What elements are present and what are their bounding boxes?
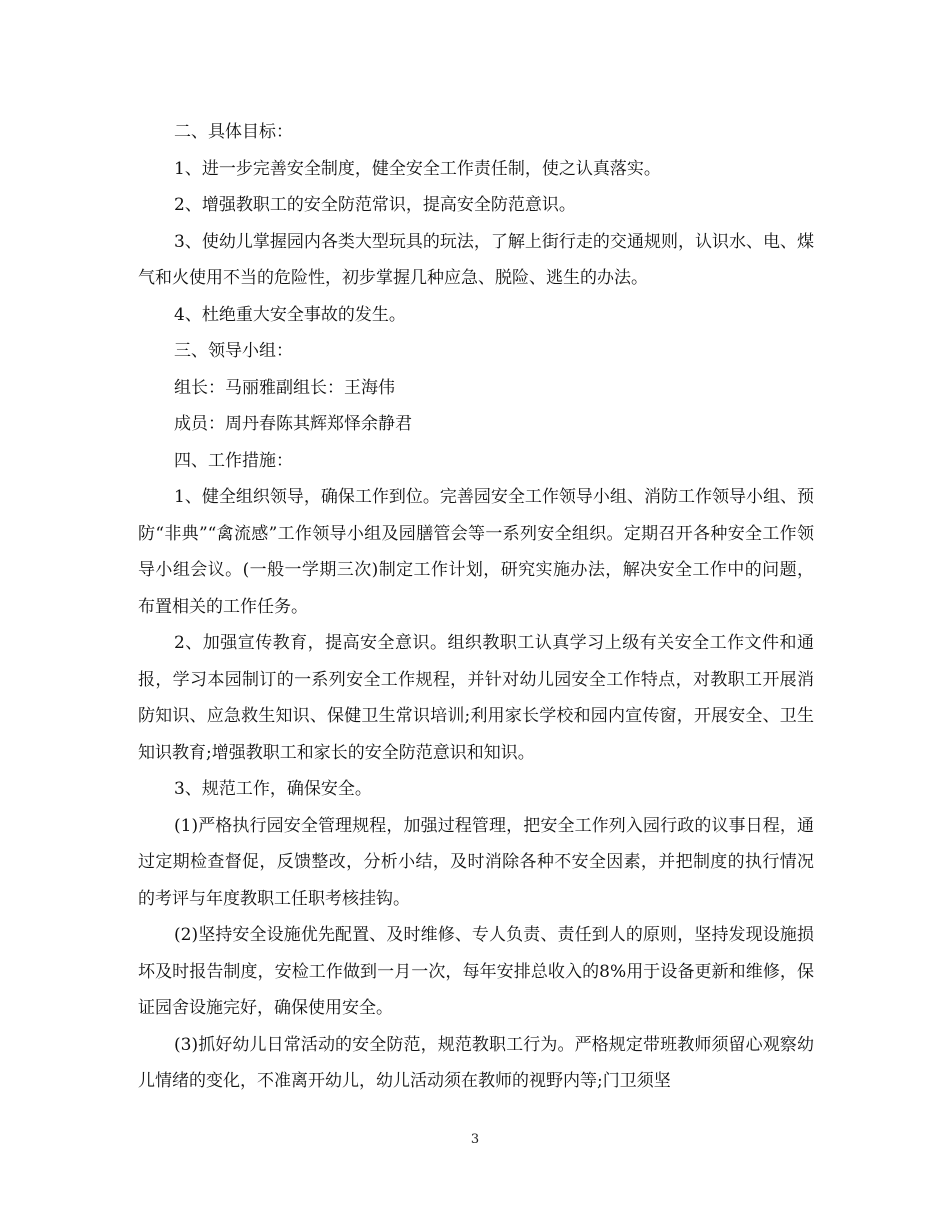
measure-item-1: 1、健全组织领导，确保工作到位。完善园安全工作领导小组、消防工作领导小组、预防“非典”“禽流感”工作领导小组及园膳管会等一系列安全组织。定期召开各种安全工作领导小组会议。(一般一学期三次)制定工作计划，研究实施办法，解决安全工作中的问题，布置相关的工作任务。 bbox=[138, 487, 814, 617]
goal-item-4: 4、杜绝重大安全事故的发生。 bbox=[174, 304, 406, 325]
document-body bbox=[138, 114, 814, 1100]
section-heading-measures: 四、工作措施： bbox=[174, 450, 293, 471]
measure-item-2: 2、加强宣传教育，提高安全意识。组织教职工认真学习上级有关安全工作文件和通报，学习本园制订的一系列安全工作规程，并针对幼儿园安全工作特点，对教职工开展消防知识、应急救生知识、保健卫生常识培训;利用家长学校和园内宣传窗，开展安全、卫生知识教育;增强教职工和家长的安全防范意识和知识。 bbox=[138, 633, 814, 763]
page-number: 3 bbox=[470, 1132, 480, 1147]
section-heading-goals: 二、具体目标： bbox=[174, 122, 293, 142]
goal-item-2: 2、增强教职工的安全防范常识，提高安全防范意识。 bbox=[174, 195, 576, 215]
section-heading-leadership: 三、领导小组： bbox=[174, 341, 293, 361]
measure-subitem-1: (1)严格执行园安全管理规程，加强过程管理，把安全工作列入园行政的议事日程，通过定期检查督促，反馈整改，分析小结，及时消除各种不安全因素，并把制度的执行情况的考评与年度教职工任职考核挂钩。 bbox=[138, 815, 814, 909]
measure-subitem-2: (2)坚持安全设施优先配置、及时维修、专人负责、责任到人的原则，坚持发现设施损坏及时报告制度，安检工作做到一月一次，每年安排总收入的8%用于设备更新和维修，保证园舍设施完好，确保使用安全。 bbox=[138, 925, 814, 1018]
leadership-leaders: 组长：马丽雅副组长：王海伟 bbox=[174, 377, 395, 398]
goal-item-3: 3、使幼儿掌握园内各类大型玩具的玩法，了解上街行走的交通规则，认识水、电、煤气和火使用不当的危险性，初步掌握几种应急、脱险、逃生的办法。 bbox=[138, 231, 814, 288]
measure-item-3: 3、规范工作，确保安全。 bbox=[174, 779, 372, 799]
leadership-members: 成员：周丹春陈其辉郑怿余静君 bbox=[174, 414, 412, 434]
goal-item-1: 1、进一步完善安全制度，健全安全工作责任制，使之认真落实。 bbox=[174, 158, 661, 179]
measure-subitem-3: (3)抓好幼儿日常活动的安全防范，规范教职工行为。严格规定带班教师须留心观察幼儿情绪的变化，不准离开幼儿，幼儿活动须在教师的视野内等;门卫须坚 bbox=[138, 1034, 814, 1091]
